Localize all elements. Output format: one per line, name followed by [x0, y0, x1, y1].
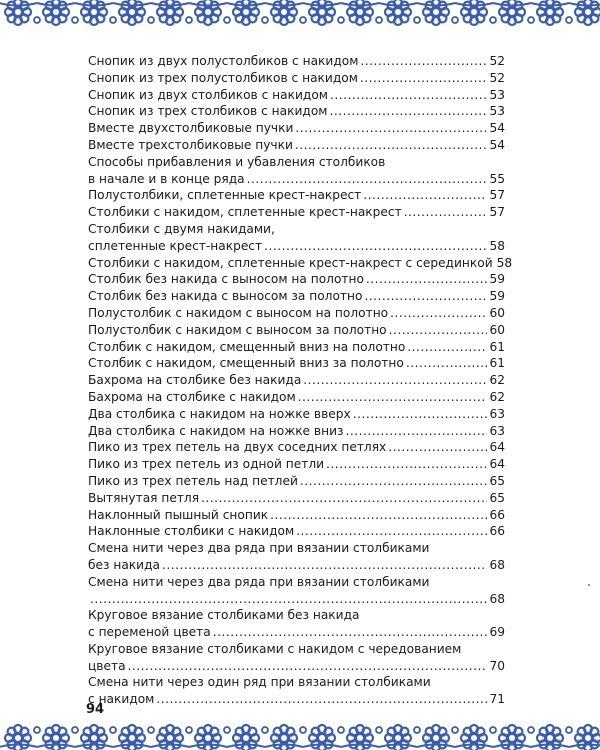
dot-leader	[128, 658, 488, 675]
toc-entry-page: 68	[489, 591, 505, 606]
toc-entry-page: 54	[489, 121, 505, 136]
toc-entry-title: Два столбика с накидом на ножке вверх	[88, 406, 351, 421]
toc-entry-title-continued: без накида	[88, 557, 160, 572]
dot-leader	[300, 473, 488, 490]
toc-entry-page: 62	[489, 373, 505, 388]
dot-leader	[345, 423, 487, 440]
toc-entry[interactable]	[88, 607, 505, 641]
toc-entry[interactable]	[88, 288, 505, 305]
toc-entry[interactable]	[88, 674, 505, 708]
toc-entry-page: 61	[489, 339, 505, 354]
dot-leader	[389, 322, 488, 339]
toc-entry-page: 65	[489, 490, 505, 505]
toc-entry[interactable]	[88, 456, 505, 473]
toc-entry[interactable]	[88, 540, 505, 574]
lace-motif	[227, 725, 268, 750]
toc-entry[interactable]	[88, 154, 505, 188]
dot-leader	[406, 355, 488, 372]
toc-entry[interactable]	[88, 271, 505, 288]
dot-leader	[388, 439, 487, 456]
toc-entry-page: 54	[489, 137, 505, 152]
toc-entry-title: Столбики с двумя накидами,	[88, 221, 275, 236]
toc-entry[interactable]	[88, 255, 513, 272]
toc-entry-page: 68	[489, 557, 505, 572]
toc-entry[interactable]	[88, 523, 505, 540]
toc-entry-title: Вместе двухстолбиковые пучки	[88, 121, 294, 136]
toc-entry-title: Круговое вязание столбиками без накида	[88, 608, 360, 623]
toc-entry-title: Столбик с накидом, смещенный вниз за полотно	[88, 356, 404, 371]
margin-mark	[588, 584, 590, 586]
lace-motif	[455, 725, 496, 750]
lace-motif	[417, 725, 458, 750]
dot-leader	[298, 389, 488, 406]
toc-entry-page: 64	[489, 440, 505, 455]
dot-leader	[353, 406, 488, 423]
toc-entry-page: 66	[489, 524, 505, 539]
toc-entry-title: Пико из трех петель на двух соседних петлях	[88, 440, 387, 455]
lace-motif	[379, 0, 420, 25]
toc-entry-page: 57	[489, 205, 505, 220]
toc-entry-page: 52	[489, 70, 505, 85]
lace-motif	[113, 725, 154, 750]
dot-leader	[364, 288, 487, 305]
toc-entry[interactable]	[88, 322, 505, 339]
toc-entry[interactable]	[88, 406, 505, 423]
lace-motif	[303, 725, 344, 750]
lace-border-bottom	[0, 720, 600, 750]
dot-leader	[264, 238, 487, 255]
dot-leader	[295, 120, 487, 137]
dot-leader	[360, 53, 487, 70]
lace-motif	[37, 725, 78, 750]
toc-entry-title: Смена нити через два ряда при вязании столбиками	[88, 541, 430, 556]
dot-leader	[404, 204, 488, 221]
toc-entry-title: Пико из трех петель из одной петли	[88, 457, 325, 472]
toc-entry-page: 60	[489, 305, 505, 320]
toc-entry[interactable]	[88, 372, 505, 389]
toc-entry[interactable]	[88, 641, 505, 675]
toc-entry[interactable]	[88, 53, 505, 70]
lace-motif	[531, 0, 572, 25]
lace-motif	[37, 0, 78, 25]
lace-motif	[227, 0, 268, 25]
toc-entry-title: Круговое вязание столбиками с накидом с чередованием	[88, 641, 462, 656]
toc-entry-page: 62	[489, 389, 505, 404]
toc-entry-title: Столбики с накидом, сплетенные крест-накрест с серединкой	[88, 255, 493, 270]
toc-entry-page: 64	[489, 457, 505, 472]
dot-leader	[366, 271, 488, 288]
toc-entry[interactable]	[88, 87, 505, 104]
toc-entry-title: Полустолбики, сплетенные крест-накрест	[88, 188, 362, 203]
lace-motif	[113, 0, 154, 25]
toc-entry-title-continued: с переменой цвета	[88, 625, 211, 640]
dot-leader	[363, 187, 487, 204]
lace-motif	[569, 0, 600, 25]
lace-motif	[569, 725, 600, 750]
lace-motif	[151, 725, 192, 750]
toc-entry-title: Способы прибавления и убавления столбиков	[88, 154, 386, 169]
toc-entry[interactable]	[88, 490, 505, 507]
lace-motif	[493, 0, 534, 25]
toc-entry-title: Снопик из трех полустолбиков с накидом	[88, 70, 358, 85]
toc-entry[interactable]	[88, 70, 505, 87]
toc-entry-page: 52	[489, 54, 505, 68]
dot-leader	[330, 87, 488, 104]
toc-entry-title: Пико из трех петель над петлей	[88, 473, 298, 488]
lace-motif	[379, 725, 420, 750]
toc-entry-title: Столбики с накидом, сплетенные крест-накрест	[88, 205, 402, 220]
toc-entry-page: 71	[489, 692, 505, 707]
lace-motif	[455, 0, 496, 25]
toc-entry-page: 69	[489, 625, 505, 640]
dot-leader	[390, 305, 487, 322]
dot-leader	[247, 171, 488, 188]
lace-motif	[151, 0, 192, 25]
lace-motif	[493, 725, 534, 750]
toc-entry-title: Вместе трехстолбиковые пучки	[88, 137, 293, 152]
toc-entry-title: Столбик без накида с выносом за полотно	[88, 289, 363, 304]
lace-motif	[265, 725, 306, 750]
dot-leader	[295, 137, 488, 154]
toc-entry[interactable]	[88, 204, 505, 221]
toc-entry-page: 63	[489, 423, 505, 438]
dot-leader	[270, 507, 487, 524]
toc-entry-page: 53	[489, 87, 505, 102]
toc-entry-title: Полустолбик с накидом с выносом на полотно	[88, 305, 389, 320]
dot-leader	[201, 490, 487, 507]
lace-motif	[75, 725, 116, 750]
toc-entry[interactable]	[88, 473, 505, 490]
toc-entry-page: 58	[496, 255, 513, 270]
toc-entry-page: 70	[489, 658, 505, 673]
toc-entry-page: 59	[489, 289, 505, 304]
toc-entry-title: Бахрома на столбике с накидом	[88, 389, 296, 404]
toc-entry-page: 66	[489, 507, 505, 522]
toc-entry-page: 60	[489, 322, 505, 337]
toc-entry-title: Бахрома на столбике без накида	[88, 373, 302, 388]
toc-entry[interactable]	[88, 439, 505, 456]
lace-motif	[189, 725, 230, 750]
lace-border-top	[0, 0, 600, 34]
toc-entry-title: Вытянутая петля	[88, 490, 200, 505]
lace-motif	[0, 0, 40, 25]
toc-entry-page: 59	[489, 272, 505, 287]
toc-entry[interactable]	[88, 574, 505, 608]
toc-entry[interactable]	[88, 103, 505, 120]
dot-leader	[213, 624, 488, 641]
toc-entry-title: Наклонные столбики с накидом	[88, 524, 295, 539]
toc-entry-title: Снопик из двух столбиков с накидом	[88, 87, 328, 102]
toc-entry[interactable]	[88, 305, 505, 322]
lace-motif	[75, 0, 116, 25]
lace-motif	[341, 0, 382, 25]
table-of-contents	[88, 53, 513, 708]
toc-entry[interactable]	[88, 221, 505, 255]
toc-entry-page: 57	[489, 188, 505, 203]
toc-entry-title: Смена нити через один ряд при вязании столбиками	[88, 675, 431, 690]
dot-leader	[156, 691, 487, 708]
toc-entry-title-continued: сплетенные крест-накрест	[88, 238, 263, 253]
toc-entry[interactable]	[88, 507, 505, 524]
toc-entry[interactable]	[88, 355, 505, 372]
lace-motif	[341, 725, 382, 750]
toc-entry-title: Столбик без накида с выносом на полотно	[88, 272, 364, 287]
lace-motif	[531, 725, 572, 750]
lace-motif	[0, 725, 40, 750]
dot-leader	[303, 372, 487, 389]
dot-leader	[90, 591, 487, 608]
toc-entry-page: 61	[489, 356, 505, 371]
toc-entry-page: 65	[489, 473, 505, 488]
toc-entry-title-continued: в начале и в конце ряда	[88, 171, 245, 186]
dot-leader	[329, 103, 487, 120]
lace-motif	[417, 0, 458, 25]
toc-entry-title: Снопик из трех столбиков с накидом	[88, 104, 328, 119]
toc-entry-page: 63	[489, 406, 505, 421]
toc-entry-title: Смена нити через два ряда при вязании столбиками	[88, 574, 430, 589]
toc-entry[interactable]	[88, 389, 505, 406]
toc-entry[interactable]	[88, 137, 505, 154]
toc-entry-title: Наклонный пышный снопик	[88, 507, 269, 522]
toc-entry-page: 55	[489, 171, 505, 186]
toc-entry[interactable]	[88, 120, 505, 137]
toc-entry-title: Полустолбик с накидом с выносом за полотно	[88, 322, 387, 337]
dot-leader	[296, 523, 487, 540]
dot-leader	[162, 557, 488, 574]
toc-entry-title: Два столбика с накидом на ножке вниз	[88, 423, 344, 438]
dot-leader	[326, 456, 487, 473]
toc-entry[interactable]	[88, 423, 505, 440]
toc-entry[interactable]	[88, 187, 505, 204]
lace-motif	[303, 0, 344, 25]
toc-entry-title: Снопик из двух полустолбиков с накидом	[88, 54, 359, 68]
toc-entry-page: 53	[489, 104, 505, 119]
page-number: 94	[86, 702, 105, 717]
lace-motif	[265, 0, 306, 25]
dot-leader	[360, 70, 488, 87]
dot-leader	[407, 339, 487, 356]
toc-entry-title: Столбик с накидом, смещенный вниз на полотно	[88, 339, 406, 354]
toc-entry-title-continued: с накидом	[88, 692, 155, 707]
lace-motif	[189, 0, 230, 25]
toc-entry-title-continued: цвета	[88, 658, 126, 673]
toc-entry-page: 58	[489, 238, 505, 253]
toc-entry[interactable]	[88, 339, 505, 356]
